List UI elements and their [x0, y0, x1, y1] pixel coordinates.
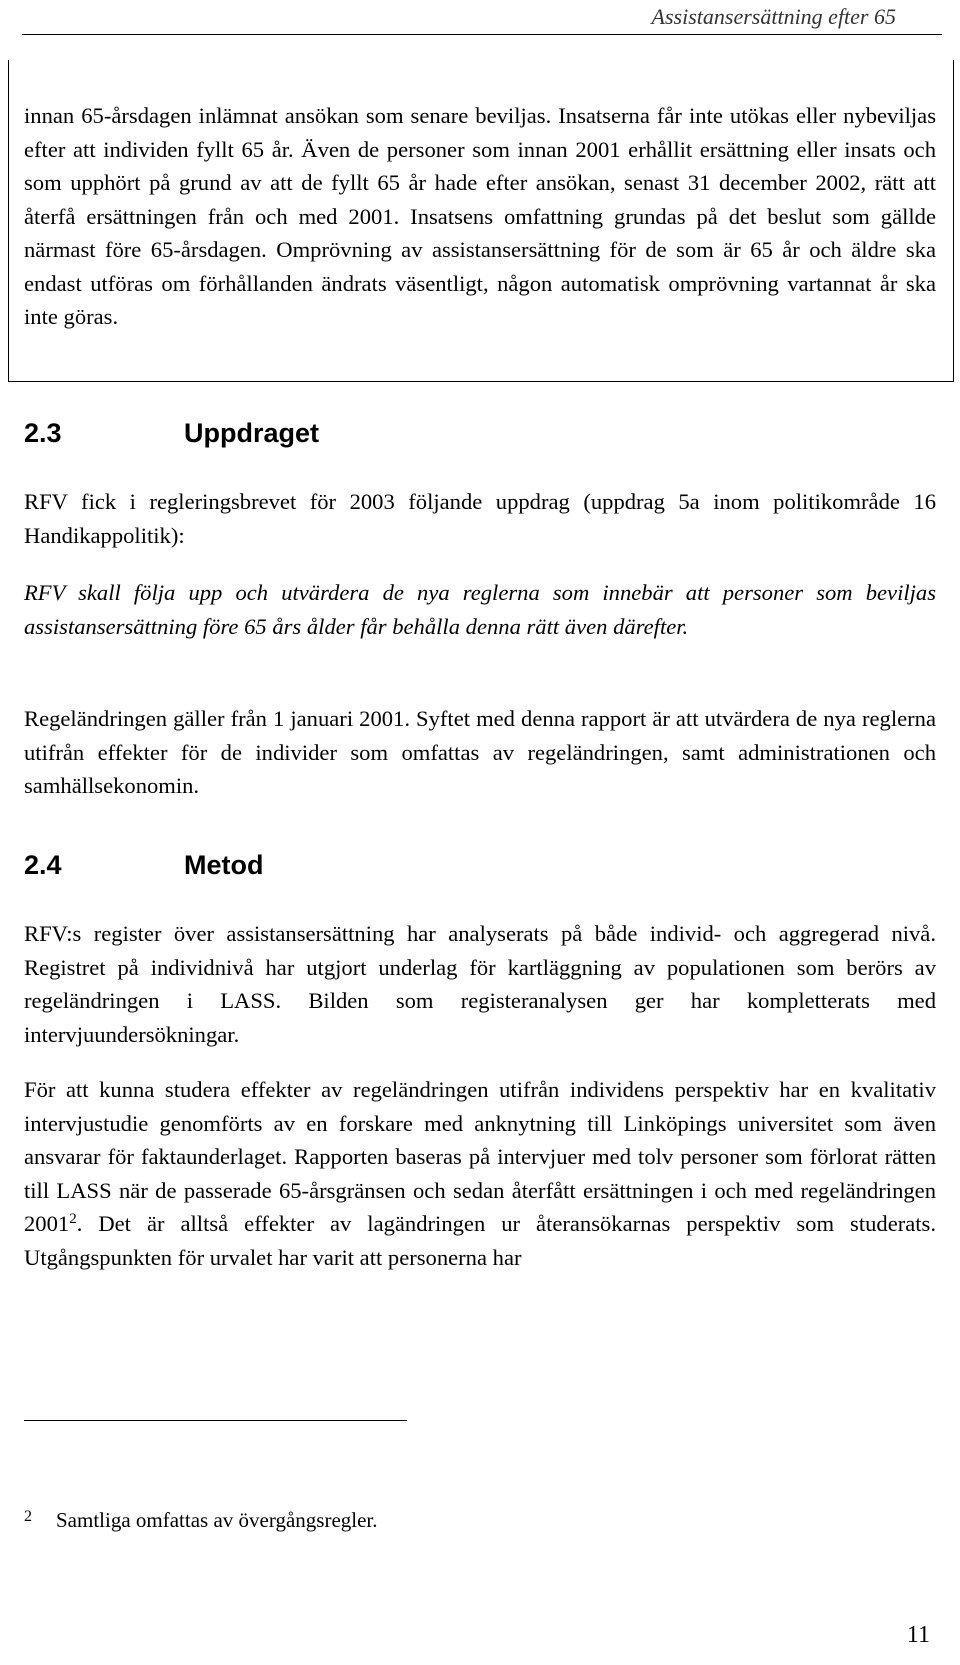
header-divider	[22, 34, 942, 35]
section-title: Metod	[184, 850, 264, 880]
running-header: Assistansersättning efter 65	[651, 4, 896, 29]
info-box-text: innan 65-årsdagen inlämnat ansökan som senare beviljas. Insatserna får inte utökas eller nybeviljas efter att individen fyllt 65 år. Även de personer som innan 2001 erhållit ersättning eller insats och som upphört på grund av att de fyllt 65 år hade efter ansökan, senast 31 december 2002, rätt att återfå ersättningen från och med 2001. Insatsens omfattning grundas på det beslut som gällde närmast före 65-årsdagen. Omprövning av assistansersättning för de som är 65 år och äldre ska endast utföras om förhållanden ändrats väsentligt, någon automatisk omprövning vartannat år ska inte göras.	[24, 103, 936, 329]
section-number: 2.4	[24, 850, 62, 880]
footnote-divider	[24, 1420, 407, 1421]
footnote	[24, 1508, 378, 1533]
footnote-reference[interactable]: 2	[69, 1211, 77, 1227]
paragraph: RFV:s register över assistansersättning har analyserats på både individ- och aggregerad nivå. Registret på individnivå har utgjort underlag för kartläggning av populationen som berörs av regeländringen i LASS. Bilden som registeranalysen ger har kompletterats med intervjuundersökningar.	[24, 921, 936, 1047]
paragraph	[24, 1073, 936, 1274]
footnote-text: Samtliga omfattas av övergångsregler.	[56, 1508, 378, 1532]
paragraph-text: För att kunna studera effekter av regeländringen utifrån individens perspektiv har en kvalitativ intervjustudie genomförts av en forskare med anknytning till Linköpings universitet som även ansvarar för faktaunderlaget. Rapporten baseras på intervjuer med tolv personer som förlorat rätten till LASS när de passerade 65-årsgränsen och sedan återfått ersättningen i och med regeländringen 2001	[24, 1077, 936, 1236]
section-number: 2.3	[24, 418, 62, 448]
quote-paragraph: RFV skall följa upp och utvärdera de nya reglerna som innebär att personer som beviljas assistansersättning före 65 års ålder får behålla denna rätt även därefter.	[24, 580, 936, 639]
page-number: 11	[906, 1622, 930, 1648]
footnote-number: 2	[24, 1508, 32, 1525]
paragraph-text: . Det är alltså effekter av lagändringen ur återansökarnas perspektiv som studerats. Utgångspunkten för urvalet har varit att personerna har	[24, 1211, 936, 1270]
paragraph: Regeländringen gäller från 1 januari 2001. Syftet med denna rapport är att utvärdera de nya reglerna utifrån effekter för de individer som omfattas av regeländringen, samt administrationen och samhällsekonomin.	[24, 706, 936, 798]
paragraph: RFV fick i regleringsbrevet för 2003 följande uppdrag (uppdrag 5a inom politikområde 16 Handikappolitik):	[24, 489, 936, 548]
section-heading-2-4	[24, 850, 263, 881]
section-heading-2-3	[24, 418, 319, 449]
section-title: Uppdraget	[184, 418, 319, 448]
